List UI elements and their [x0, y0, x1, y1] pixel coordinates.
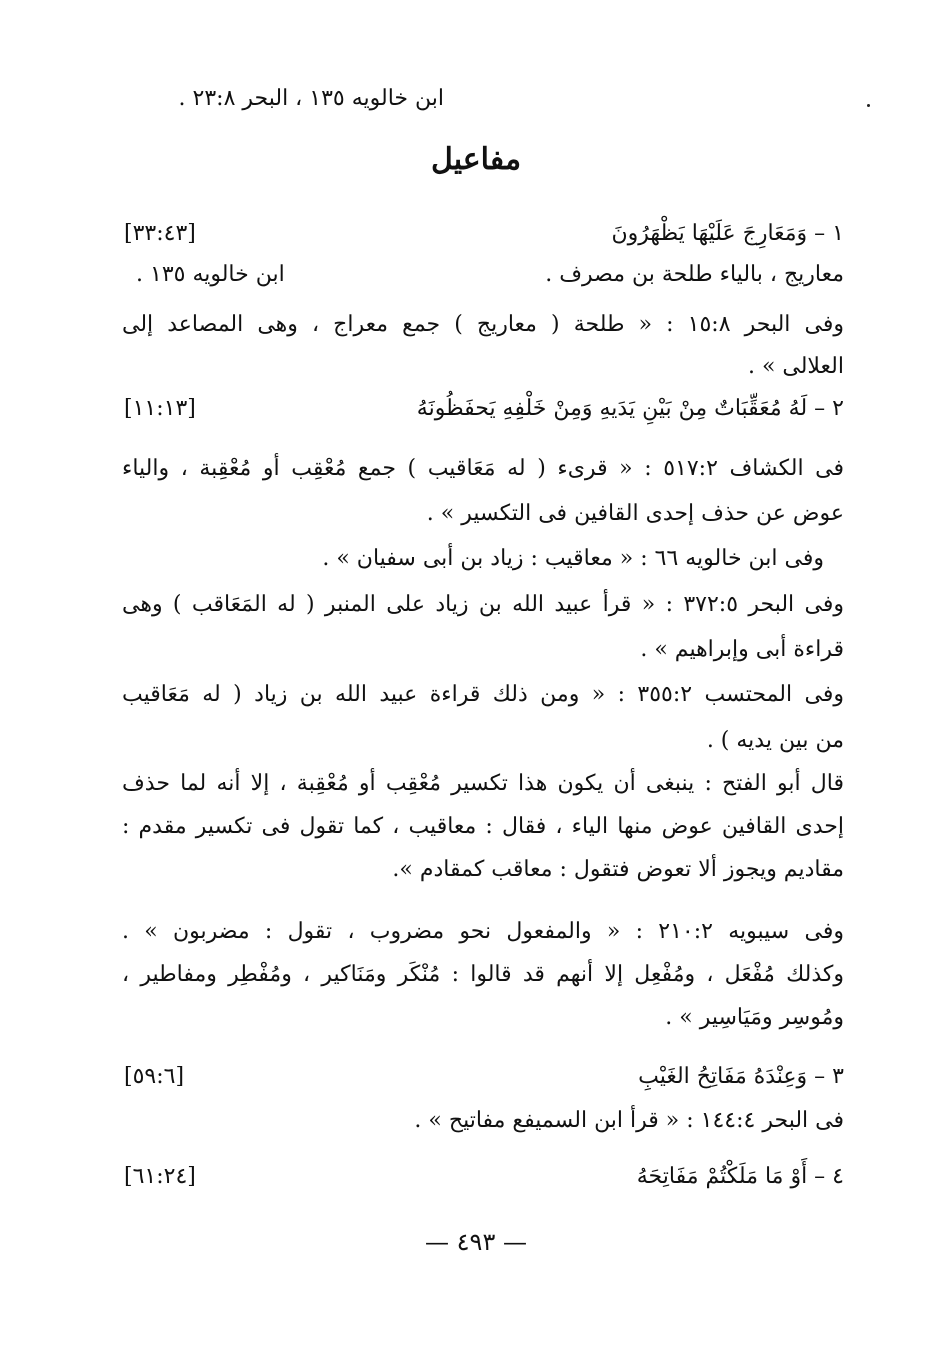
verse-4-ref: [٦١:٢٤] [124, 1164, 196, 1189]
entry-2-line: فى الكشاف ٥١٧:٢ : « قرىء ( له مَعَاقيب ) جمع مُعْقِب أو مُعْقِبة ، والياء [122, 456, 844, 481]
entry-2-line: عوض عن حذف إحدى القافين فى التكسير » . [426, 501, 844, 526]
reader-line: معاريج ، بالياء طلحة بن مصرف . [545, 262, 844, 287]
verse-3-ref: [٥٩:٦] [124, 1064, 185, 1089]
reader-source: ابن خالويه ١٣٥ . [136, 262, 285, 287]
page-title: مفاعيل [430, 142, 522, 177]
entry-2-line: وفى سيبويه ٢١٠:٢ : « والمفعول نحو مضروب ، تقول : مضربون » . [122, 919, 844, 944]
entry-2-line: وفى البحر ٣٧٢:٥ : « قرأ عبيد الله بن زياد على المنبر ( له المَعَاقب ) وهى [122, 592, 844, 617]
entry-3-line: فى البحر ١٤٤:٤ : « قرأ ابن السميفع مفاتيح » . [414, 1108, 844, 1133]
verse-1: ١ – وَمَعَارِجَ عَلَيْهَا يَظْهَرُونَ [611, 221, 844, 246]
entry-1-line: وفى البحر ١٥:٨ : « طلحة ( معاريج ) جمع معراج ، وهى المصاعد إلى [122, 312, 844, 337]
verse-2-ref: [١١:١٣] [124, 396, 196, 421]
entry-2-line: وكذلك مُفْعَل ، ومُفْعِل إلا أنهم قد قالوا : مُنْكَر ومَنَاكير ، ومُفْطِر ومفاطير ، [122, 962, 844, 987]
entry-2-line: وفى المحتسب ٣٥٥:٢ : « ومن ذلك قراءة عبيد الله بن زياد ( له مَعَاقيب [122, 682, 844, 707]
verse-1-ref: [٣٣:٤٣] [124, 221, 196, 246]
verse-2: ٢ – لَهُ مُعَقِّبَاتٌ مِنْ بَيْنِ يَدَيهِ وَمِنْ خَلْفِهِ يَحفَظُونَهُ [416, 396, 844, 421]
verse-3: ٣ – وَعِنْدَهُ مَفَاتِحُ الغَيْبِ [638, 1064, 844, 1089]
entry-2-line: من بين يديه ) . [706, 728, 844, 753]
speck-mark [867, 104, 870, 107]
entry-2-line: قراءة أبى وإبراهيم » . [640, 637, 844, 662]
entry-2-line: إحدى القافين عوض منها الياء ، فقال : معاقيب ، كما تقول فى تكسير مقدم : [122, 814, 844, 839]
page-number: — ٤٩٣ — [425, 1228, 527, 1256]
entry-1-line: العلالى » . [747, 354, 844, 379]
entry-2-line: قال أبو الفتح : ينبغى أن يكون هذا تكسير مُعْقِب أو مُعْقِبة ، إلا أنه لما حذف [122, 771, 844, 796]
entry-2-line: ومُوسِر ومَيَاسِير » . [665, 1005, 844, 1030]
verse-4: ٤ – أَوْ مَا مَلَكْتُمْ مَفَاتِحَهُ [636, 1164, 844, 1189]
entry-2-line: مقاديم ويجوز ألا تعوض فتقول : معاقب كمقادم ». [392, 857, 844, 882]
top-reference-line: ابن خالويه ١٣٥ ، البحر ٢٣:٨ . [178, 86, 444, 111]
entry-2-line: وفى ابن خالويه ٦٦ : « معاقيب : زياد بن أبى سفيان » . [322, 546, 824, 571]
